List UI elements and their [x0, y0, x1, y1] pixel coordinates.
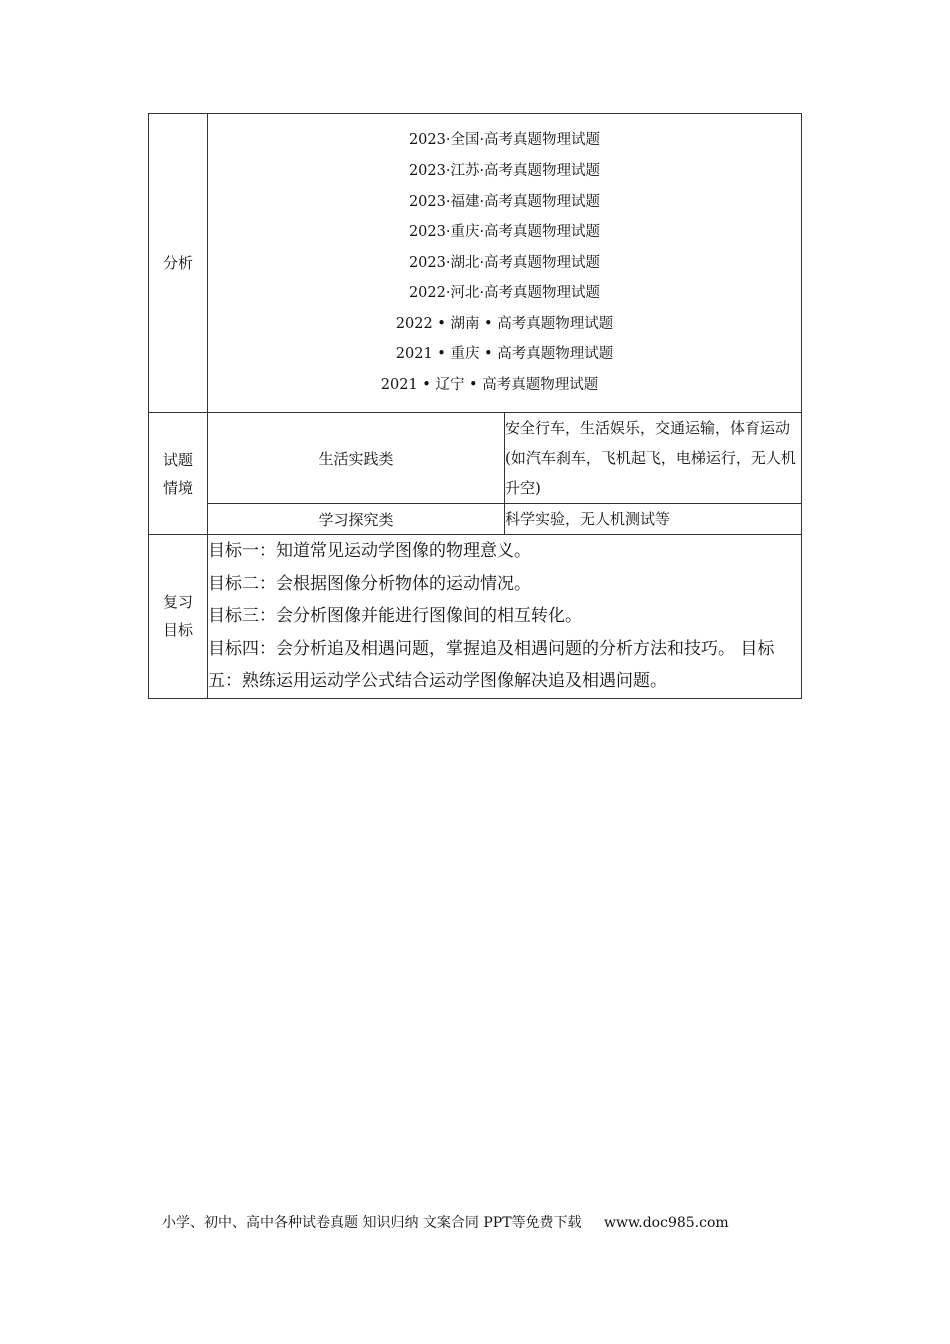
review-table [148, 113, 802, 699]
goals-cell [208, 535, 802, 699]
analysis-cell [208, 114, 802, 413]
footer-url[interactable]: www.doc985.com [603, 1215, 729, 1231]
analysis-label: 分析 [149, 114, 208, 413]
context-row-study [149, 504, 802, 535]
analysis-line: 2023·江苏·高考真题物理试题 [408, 162, 601, 179]
analysis-line: 2023·全国·高考真题物理试题 [408, 132, 601, 149]
context-label: 试题 情境 [149, 413, 208, 535]
context-category: 学习探究类 [208, 504, 505, 535]
context-content: 安全行车，生活娱乐，交通运输，体育运动(如汽车刹车，飞机起飞，电梯运行，无人机升空) [505, 413, 802, 504]
goals-row [149, 535, 802, 699]
footer-text: 小学、初中、高中各种试卷真题 知识归纳 文案合同 PPT等免费下载 [162, 1215, 582, 1231]
goal-item: 目标三：会分析图像并能进行图像间的相互转化。 [208, 606, 582, 626]
context-content: 科学实验，无人机测试等 [505, 504, 802, 535]
goal-item: 目标四：会分析追及相遇问题，掌握追及相遇问题的分析方法和技巧。 目标五：熟练运用运动学公式结合运动学图像解决追及相遇问题。 [208, 638, 775, 691]
goal-item: 目标二：会根据图像分析物体的运动情况。 [208, 573, 531, 594]
footer [162, 1212, 729, 1232]
goals-label: 复习 目标 [149, 535, 208, 699]
analysis-line: 2022 • 湖南 • 高考真题物理试题 [395, 315, 614, 332]
context-row-life [149, 413, 802, 504]
analysis-line: 2023·湖北·高考真题物理试题 [408, 254, 601, 271]
analysis-line: 2023·福建·高考真题物理试题 [408, 193, 601, 210]
goal-item: 目标一：知道常见运动学图像的物理意义。 [208, 541, 531, 561]
analysis-line: 2021 • 辽宁 • 高考真题物理试题 [380, 377, 599, 394]
context-category: 生活实践类 [208, 413, 505, 504]
analysis-row [149, 114, 802, 413]
analysis-line: 2023·重庆·高考真题物理试题 [408, 224, 601, 241]
analysis-line: 2021 • 重庆 • 高考真题物理试题 [395, 346, 614, 363]
analysis-line: 2022·河北·高考真题物理试题 [408, 285, 601, 302]
